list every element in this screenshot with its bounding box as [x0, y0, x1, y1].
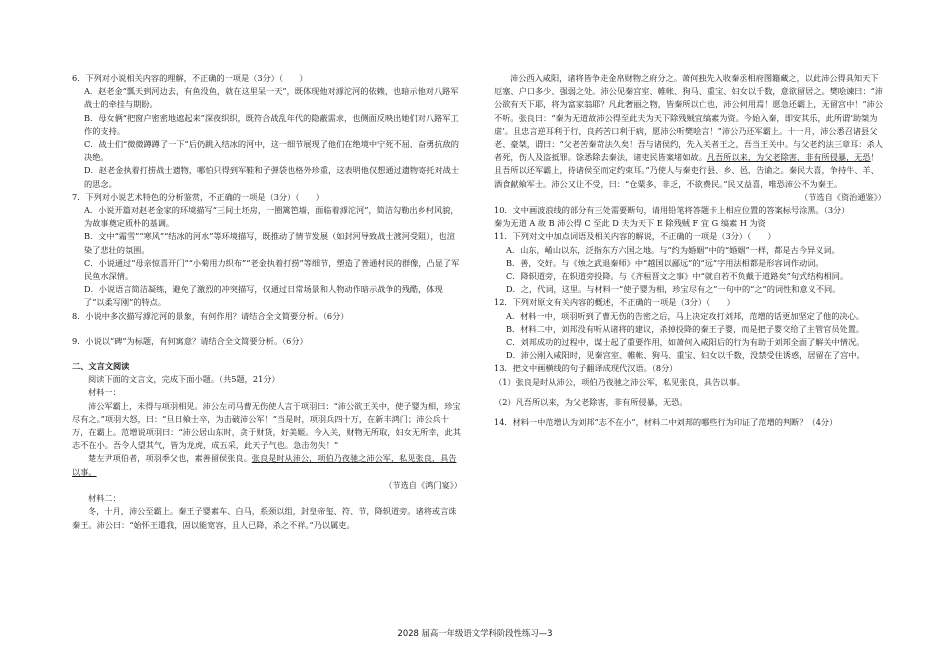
q11-option-c: C．降轵道旁，在轵道旁投降。与《齐桓晋文之事》中“就自若不负戴于道路矣”句式结构相同。 [506, 271, 849, 282]
q10-breakpoints: 秦为无道 A 故 B 沛公得 C 至此 D 夫为天下 E 除残贼 F 宜 G 缟素 H 为资 [494, 218, 766, 229]
q6-option-d: D．赵老金执着打捞战士遗物，哪怕只得到军鞋和子弹袋也格外珍重，这表明他仅想通过遗物寄托对战士的思念。 [84, 165, 460, 189]
q12-option-c: C．刘邦成功的过程中，谋士起了重要作用，如萧何入咸阳后的行为有助于刘邦全面了解关中情况。 [506, 337, 865, 348]
q13-sentence-2: （2）凡吾所以来，为父老除害，非有所侵暴，无恐。 [494, 396, 688, 407]
q11-stem: 11．下列对文中加点词语及相关内容的解说，不正确的一项是（3分）（ ） [494, 231, 776, 242]
q12-option-d: D．沛公刚入咸阳时，见秦宫室、帷帐、狗马、重宝、妇女以千数，没禁受住诱惑，居留在了宫中。 [506, 350, 865, 361]
material-1-text: 沛公军霸上，未得与项羽相见。沛公左司马曹无伤使人言于项羽曰：“沛公欲王关中，使子婴为相，珍宝尽有之。”项羽大怒，曰：“旦日飨士卒，为击破沛公军！”当是时，项羽兵四十万，在新丰鸿门；沛公兵十万，在霸上。范增说项羽曰：“沛公居山东时，贪于财货，好美姬。今入关，财物无所取，妇女无所幸，此其志不在小。吾令人望其气，皆为龙虎，成五采，此天子气也。急击勿失！” [72, 400, 461, 451]
q12-stem: 12．下列对原文有关内容的概述，不正确的一项是（3分）（ ） [494, 297, 735, 308]
q6-option-b: B．母女俩“把窗户密密地遮起来”深夜织织，既符合战乱年代的隐蔽需求，也侧面反映出她们对八路军工作的支持。 [84, 112, 459, 136]
section-2-title: 二、文言文阅读 [72, 361, 130, 372]
answer-space [494, 389, 886, 396]
material-2-continued-b: ！且吾所以还军霸上，待诸侯至而定约束耳。”乃使人与秦吏行县、乡、邑，告谕之。秦民大喜，争持牛、羊、酒食献飨军士。沛公又让不受，曰：“仓粟多，非乏，不欲费民。”民又益喜，唯恐沛公不为秦王。 [494, 152, 879, 189]
section-2-intro: 阅读下面的文言文，完成下面小题。（共5题，21分） [88, 374, 280, 385]
q11-option-d: D．之，代词，这里。与材料一“使子婴为相，珍宝尽有之”一句中的“之”的词性和意义不同。 [506, 284, 841, 295]
material-1-text-2-plain: 楚左尹项伯者，项羽季父也，素善留侯张良。 [88, 453, 252, 464]
material-1-source: （节选自《鸿门宴》） [384, 479, 462, 490]
answer-space [72, 323, 462, 335]
page-footer: 2028 届高一年级语文学科阶段性练习—3 [397, 628, 553, 638]
left-column [72, 72, 462, 532]
q11-option-a: A．山东，崤山以东，泛指东方六国之地。与“约为婚姻”中的“婚姻”一样，都是古今异义词。 [506, 244, 840, 255]
q13: 13．把文中画横线的句子翻译成现代汉语。（8分） [494, 363, 678, 374]
q6-stem: 6．下列对小说相关内容的理解，不正确的一项是（3分）（ ） [72, 73, 308, 83]
q6-option-c: C．战士们“微微蹲蹲了一下”后仍跳入结冰的河中，这一细节展现了他们在绝境中宁死不屈、奋勇抗敌的决绝。 [84, 139, 459, 163]
q14: 14．材料一中范增认为刘邦“志不在小”，材料二中刘邦的哪些行为印证了范增的判断？（4分） [494, 417, 838, 428]
material-1-title: 材料一： [88, 387, 121, 398]
right-column [494, 72, 886, 429]
q10: 10．文中画波浪线的部分有三处需要断句，请用铅笔将答题卡上相应位置的答案标号涂黑。（3分） [494, 205, 850, 216]
q6-option-a: A．赵老金“瓢天到河边去，有鱼没鱼，就在这里呆一天”，既体现他对滹沱河的依赖，也暗示他对八路军战士的牵挂与期盼。 [84, 86, 459, 110]
answer-space [494, 409, 886, 416]
material-1-text-2 [72, 452, 462, 478]
material-2-continued-a: 沛公西入咸阳，诸将皆争走金帛财物之府分之。萧何独先入收秦丞相府图籍藏之，以此沛公得具知天下厄塞、户口多少、强弱之处。沛公见秦宫室、帷帐、狗马、重宝、妇女以千数，意欲留居之。樊哙谏曰：“沛公欲有天下耶，将为富家翁耶？凡此奢丽之物，皆秦所以亡也，沛公何用焉！愿急还霸上，无留宫中！”沛公不听。张良曰：“秦为无道故沛公得至此夫为天下除残贼宜缟素为资。今始入秦，即安其乐，此所谓‘助桀为虐’。且忠言逆耳利于行，良药苦口利于病，愿沛公听樊哙言！”沛公乃还军霸上。十一月，沛公悉召诸县父老、豪桀，谓曰：“父老苦秦苛法久矣！吾与诸侯约，先入关者王之，吾当王关中。与父老约法三章耳：杀人者死，伤人及盗抵罪。馀悉除去秦法，诸吏民皆案堵如故。 [494, 73, 883, 163]
q7-option-d: D．小说语言简洁凝练，避免了激烈的冲突描写，仅通过日常场景和人物动作暗示战争的残酷，体现了“以柔写刚”的特点。 [84, 284, 443, 308]
q7-stem: 7．下列对小说艺术特色的分析鉴赏，不正确的一项是（3分）（ ） [72, 191, 324, 202]
q8: 8．小说中多次描写滹沱河的景象，有何作用？请结合全文简要分析。（6分） [72, 310, 349, 321]
material-2-source: （节选自《资治通鉴》） [800, 191, 886, 202]
q9: 9．小说以“碑”为标题，有何寓意？请结合全文简要分析。（6分） [72, 335, 308, 346]
answer-space [72, 348, 462, 360]
q12-option-a: A．材料一中，项羽听到了曹无伤的告密之后，马上决定攻打刘邦，范增的话更加坚定了他的决心。 [506, 310, 864, 321]
q11-option-b: B．善，交好。与《烛之武退秦师》中“越国以鄙远”的“远”字用法相都是形容词作动词。 [506, 257, 824, 268]
material-2-continued [494, 72, 886, 191]
material-2-text: 冬，十月，沛公至霸上。秦王子婴素车、白马，系颈以组，封皇帝玺、符、节，降轵道旁。诸将或言诛秦王。沛公曰：“始怀王遣我，固以能宽容，且人已降，杀之不祥。”乃以属吏。 [72, 506, 457, 530]
material-1-underlined-sentence: 张良是时从沛公，项伯乃夜驰之沛公军，私见张良，具告以事。 [72, 453, 457, 477]
q12-option-b: B．材料二中，刘邦没有听从诸将的建议，杀掉投降的秦王子婴，而是把子婴交给了主管官员处置。 [506, 323, 865, 334]
q7-option-b: B．文中“霜雪”“寒风”“结冰的河水”等环境描写，既推动了情节发展（如封河导致战士渡河受阻），也渲染了悲壮的氛围。 [84, 231, 455, 255]
q7-option-c: C．小说通过“母亲惊喜开门”“小菊用力织布”“老金执着打捞”等细节，塑造了普通村民的群像，凸显了军民鱼水深情。 [84, 257, 460, 282]
material-2-underlined-sentence: 凡吾所以来，为父老除害，非有所侵暴，无恐 [706, 152, 871, 163]
q7-option-a: A．小说开篇对赵老金家的环境描写“三间土坯房，一圈篱笆墙，面临着滹沱河”，简洁勾勒出乡村风貌，为故事奠定质朴的基调。 [84, 205, 459, 229]
q13-sentence-1: （1）张良是时从沛公，项伯乃夜驰之沛公军，私见张良，具告以事。 [494, 376, 745, 387]
material-2-title: 材料二： [88, 493, 121, 504]
